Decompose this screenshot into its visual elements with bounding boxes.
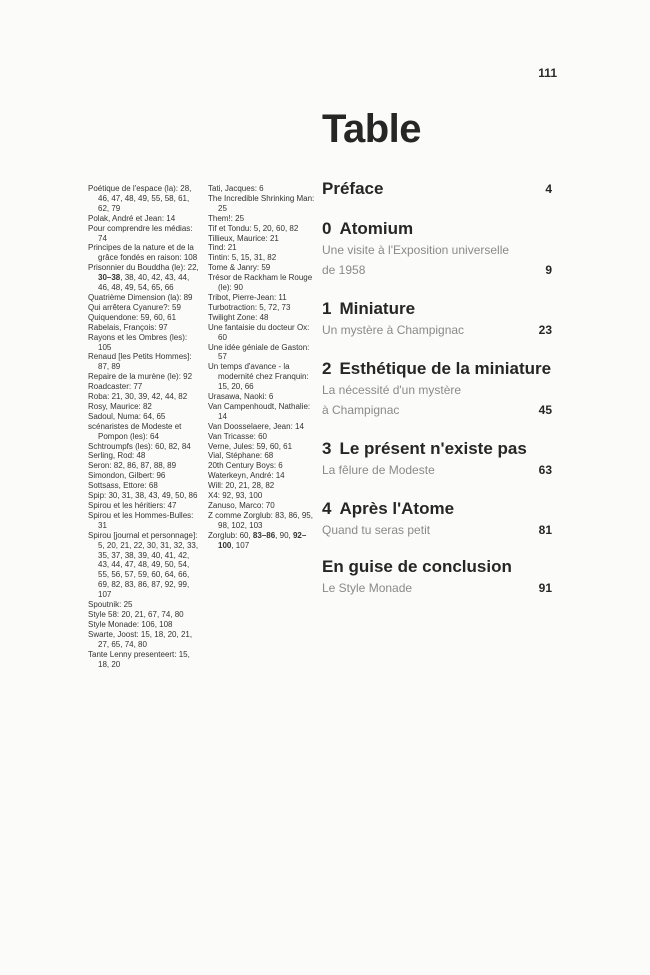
toc-subtitle: La nécessité d'un mystère: [322, 383, 462, 397]
index-entry: Spirou [journal et personnage]: 5, 20, 21, 22, 30, 31, 32, 33, 35, 37, 38, 39, 40, 41, 42, 43, 44, 47, 48, 49, 50, 54, 55, 56, 57, 59, 60, 64, 66, 69, 82, 83, 86, 87, 92, 99, 107: [88, 530, 199, 600]
toc-heading: [322, 178, 554, 200]
index-entry: Turbotraction: 5, 72, 73: [208, 302, 291, 312]
index-entry: Tind: 21: [208, 243, 237, 253]
index-entry: Qui arrêtera Cyanure?: 59: [88, 302, 181, 312]
table-of-contents: [322, 178, 554, 598]
index-entry: Principes de la nature et de la grâce fondés en raison: 108: [88, 243, 198, 263]
toc-section: [322, 556, 554, 598]
toc-chapter-title: Miniature: [339, 299, 416, 318]
index-entry: Pour comprendre les médias: 74: [88, 223, 193, 243]
toc-chapter-number: 3: [322, 439, 332, 458]
index-entry: Style Monade: 106, 108: [88, 619, 173, 629]
index-entry: Tante Lenny presenteert: 15, 18, 20: [88, 649, 190, 669]
index-entry: Urasawa, Naoki: 6: [208, 392, 274, 402]
index-entry: scénaristes de Modeste et Pompon (les): 64: [88, 421, 182, 441]
index-entry: Spirou et les héritiers: 47: [88, 501, 177, 510]
toc-chapter-title: Après l'Atome: [339, 499, 455, 518]
index-entry: Spirou et les Hommes-Bulles: 31: [88, 510, 194, 530]
toc-subtitle: Le Style Monade: [322, 581, 413, 595]
index-entry: Tribot, Pierre-Jean: 11: [208, 292, 287, 302]
index-entry: Spoutnik: 25: [88, 600, 133, 610]
index-entry: Sottsass, Ettore: 68: [88, 481, 158, 491]
toc-chapter-title: Esthétique de la miniature: [339, 359, 552, 378]
toc-chapter-number: 2: [322, 359, 332, 378]
index-entry: Tati, Jacques: 6: [208, 184, 264, 193]
index-entry: Tillieux, Maurice: 21: [208, 233, 279, 243]
toc-section: [322, 498, 554, 540]
toc-page-number: 9: [545, 263, 552, 277]
toc-heading: [322, 218, 554, 240]
toc-page-number: 23: [538, 323, 552, 337]
index-entry: Swarte, Joost: 15, 18, 20, 21, 27, 65, 74, 80: [88, 629, 193, 649]
index-entry: Roadcaster: 77: [88, 382, 143, 392]
toc-section: [322, 178, 554, 200]
toc-heading: [322, 498, 554, 520]
page-title: Table: [322, 107, 422, 151]
toc-chapter-number: 0: [322, 219, 332, 238]
index-entry: Verne, Jules: 59, 60, 61: [208, 441, 293, 451]
index-entry: Rabelais, François: 97: [88, 322, 168, 332]
index-entry: Van Doosselaere, Jean: 14: [208, 421, 304, 431]
toc-subtitle: Quand tu seras petit: [322, 523, 431, 537]
index-entry: Sadoul, Numa: 64, 65: [88, 411, 166, 421]
index-entry: Roba: 21, 30, 39, 42, 44, 82: [88, 392, 188, 402]
index-entry: Quatrième Dimension (la): 89: [88, 292, 193, 302]
toc-chapter-title: Le présent n'existe pas: [339, 439, 527, 458]
toc-chapter-title: Atomium: [339, 219, 414, 238]
toc-page-number: 45: [538, 403, 552, 417]
toc-chapter-number: 1: [322, 299, 332, 318]
index-entry: Van Tricasse: 60: [208, 431, 267, 441]
toc-page-number: 63: [538, 463, 552, 477]
index-entry: Polak, André et Jean: 14: [88, 213, 176, 223]
index-entry: Will: 20, 21, 28, 82: [208, 481, 275, 491]
index-entry: Renaud [les Petits Hommes]: 87, 89: [88, 352, 192, 372]
index-entry: Waterkeyn, André: 14: [208, 471, 285, 481]
toc-subtitle: Une visite à l'Exposition universelle: [322, 243, 510, 257]
index-entry: Repaire de la murène (le): 92: [88, 372, 193, 382]
toc-page-number: 4: [545, 182, 552, 196]
toc-chapter-title: Préface: [322, 179, 384, 198]
toc-section: [322, 218, 554, 280]
index-entry: Quiquendone: 59, 60, 61: [88, 312, 177, 322]
index-entry: X4: 92, 93, 100: [208, 491, 263, 501]
index-entry: Trésor de Rackham le Rouge (le): 90: [208, 273, 313, 293]
toc-page-number: 81: [538, 523, 552, 537]
index-entry: Them!: 25: [208, 213, 245, 223]
index-entry: Poétique de l'espace (la): 28, 46, 47, 48, 49, 55, 58, 61, 62, 79: [88, 184, 192, 213]
index-entry: Spip: 30, 31, 38, 43, 49, 50, 86: [88, 491, 198, 501]
toc-chapter-number: 4: [322, 499, 332, 518]
toc-heading: [322, 298, 554, 320]
index-entry: Un temps d'avance - la modernité chez Franquin: 15, 20, 66: [208, 362, 309, 392]
index-entry: Tif et Tondu: 5, 20, 60, 82: [208, 223, 299, 233]
index-entry: Schtroumpfs (les): 60, 82, 84: [88, 441, 191, 451]
index-entry: Prisonnier du Bouddha (le): 22, 30–38, 38, 40, 42, 43, 44, 46, 48, 49, 54, 65, 66: [88, 263, 199, 293]
index-entry: Une fantaisie du docteur Ox: 60: [208, 322, 310, 342]
toc-section: [322, 298, 554, 340]
toc-heading: [322, 556, 554, 578]
toc-heading: [322, 358, 554, 380]
index-column-1: [88, 184, 200, 669]
index-entry: Rayons et les Ombres (les): 105: [88, 332, 188, 352]
index-entry: Zanuso, Marco: 70: [208, 501, 275, 510]
index-entry: Z comme Zorglub: 83, 86, 95, 98, 102, 103: [208, 510, 313, 530]
toc-chapter-title: En guise de conclusion: [322, 557, 512, 576]
index-entry: Vial, Stéphane: 68: [208, 451, 274, 461]
index-entry: 20th Century Boys: 6: [208, 461, 283, 471]
toc-heading: [322, 438, 554, 460]
toc-section: [322, 358, 554, 420]
index-entry: Serling, Rod: 48: [88, 451, 146, 461]
toc-subtitle: La fêlure de Modeste: [322, 463, 435, 477]
index-entry: Seron: 82, 86, 87, 88, 89: [88, 461, 177, 471]
toc-subtitle: de 1958: [322, 263, 366, 277]
toc-section: [322, 438, 554, 480]
index-entry: Style 58: 20, 21, 67, 74, 80: [88, 609, 184, 619]
index-entry: Van Campenhoudt, Nathalie: 14: [208, 401, 311, 421]
index-entry: Simondon, Gilbert: 96: [88, 471, 166, 481]
index-entry: The Incredible Shrinking Man: 25: [208, 193, 315, 213]
index-entry: Twilight Zone: 48: [208, 312, 269, 322]
index-entry: Tome & Janry: 59: [208, 263, 271, 273]
toc-page-number: 91: [538, 581, 552, 595]
index-column-2: [208, 184, 316, 551]
index-entry: Tintin: 5, 15, 31, 82: [208, 253, 277, 263]
toc-subtitle: Un mystère à Champignac: [322, 323, 465, 337]
index-entry: Rosy, Maurice: 82: [88, 401, 152, 411]
page-number: 111: [538, 66, 557, 80]
toc-subtitle: à Champignac: [322, 403, 400, 417]
index-entry: Une idée géniale de Gaston: 57: [208, 342, 310, 362]
index-entry: Zorglub: 60, 83–86, 90, 92–100, 107: [208, 530, 307, 550]
